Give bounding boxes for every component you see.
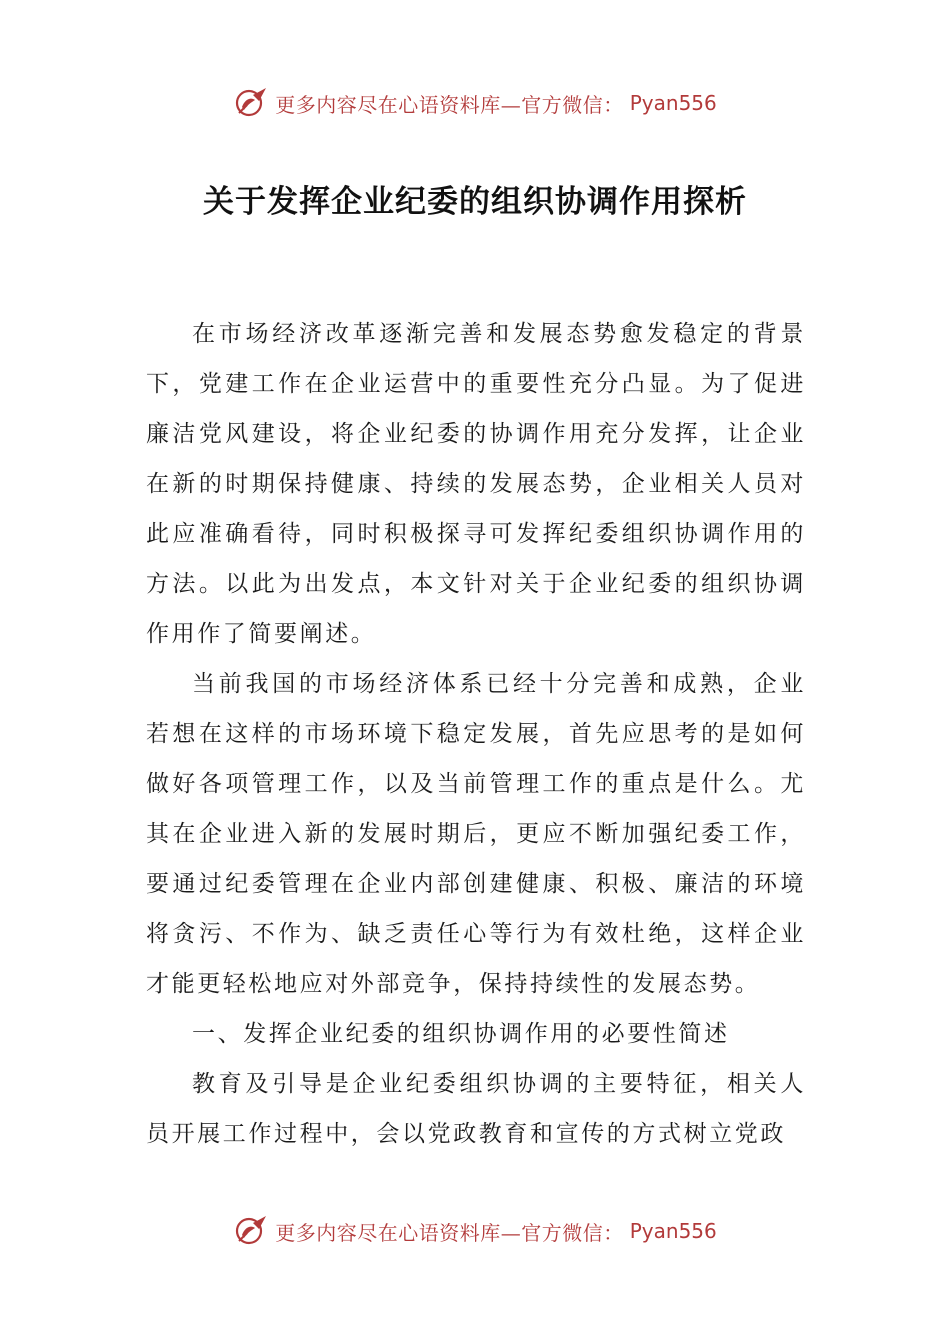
pen-circle-logo-icon xyxy=(233,1213,269,1249)
footer-watermark-banner xyxy=(0,1211,950,1251)
section-heading: 一、发挥企业纪委的组织协调作用的必要性简述 xyxy=(192,1021,730,1047)
document-title: 关于发挥企业纪委的组织协调作用探析 xyxy=(203,184,747,220)
document-body xyxy=(146,309,806,1159)
watermark-text: 更多内容尽在心语资料库—官方微信： xyxy=(275,92,624,117)
paragraph: 当前我国的市场经济体系已经十分完善和成熟，企业若想在这样的市场环境下稳定发展，首先应思考的是如何做好各项管理工作，以及当前管理工作的重点是什么。尤其在企业进入新的发展时期后，更应不断加强纪委工作，要通过纪委管理在企业内部创建健康、积极、廉洁的环境将贪污、不作为、缺乏责任心等行为有效杜绝，这样企业才能更轻松地应对外部竞争，保持持续性的发展态势。 xyxy=(146,671,806,997)
pen-circle-logo-icon xyxy=(233,85,269,121)
wechat-id: Pyan556 xyxy=(629,91,717,115)
wechat-id: Pyan556 xyxy=(629,1219,717,1243)
paragraph: 在市场经济改革逐渐完善和发展态势愈发稳定的背景下，党建工作在企业运营中的重要性充分凸显。为了促进廉洁党风建设，将企业纪委的协调作用充分发挥，让企业在新的时期保持健康、持续的发展态势，企业相关人员对此应准确看待，同时积极探寻可发挥纪委组织协调作用的方法。以此为出发点，本文针对关于企业纪委的组织协调作用作了简要阐述。 xyxy=(146,321,806,647)
paragraph: 教育及引导是企业纪委组织协调的主要特征，相关人员开展工作过程中，会以党政教育和宣传的方式树立党政 xyxy=(146,1071,806,1147)
header-watermark-banner xyxy=(0,83,950,123)
watermark-text: 更多内容尽在心语资料库—官方微信： xyxy=(275,1220,624,1245)
